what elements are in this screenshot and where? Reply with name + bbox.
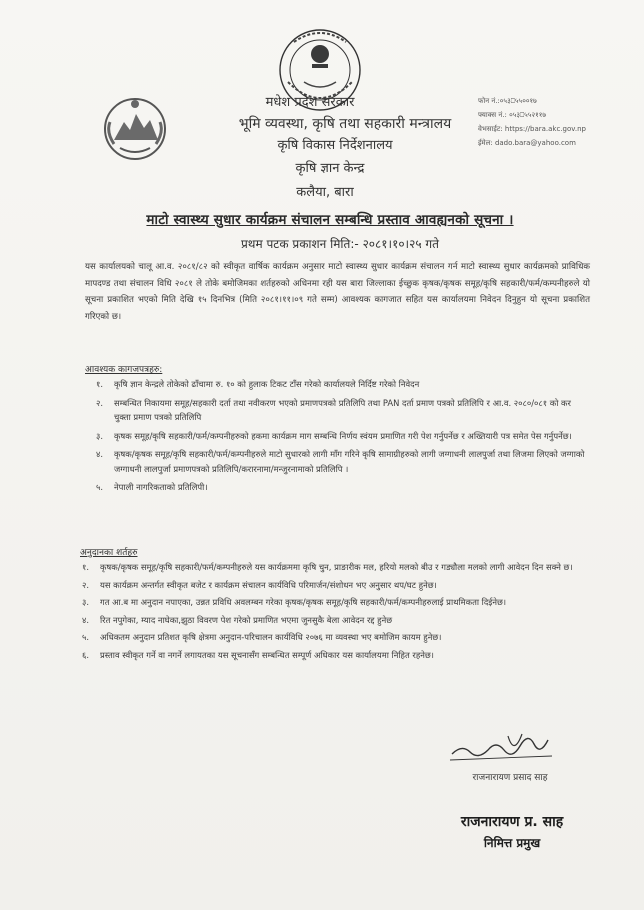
contact-website: वेभसाईट: https://bara.akc.gov.np [478, 125, 586, 133]
contact-email: ईमेल: dado.bara@yahoo.com [478, 139, 576, 147]
signature-mark [448, 726, 554, 764]
list-item: १. कृषि ज्ञान केन्द्रले तोकेको ढाँचामा रु. १० को हुलाक टिकट टाँस गरेको कार्यालयले निर्दिष्ट गरेको निवेदन [96, 379, 420, 389]
contact-phone: फोन नं.:०५३⎕५५००१७ [478, 97, 537, 105]
stamp-title: निमित्त प्रमुख [483, 836, 541, 850]
publication-date: प्रथम पटक प्रकाशन मिति:- २०८१।१०।२५ गते [240, 237, 439, 251]
signatory-name: राजनारायण प्रसाद साह [472, 773, 548, 783]
documents-heading: आवश्यक कागजपत्रहरु: [85, 365, 163, 375]
list-item: ६. प्रस्ताव स्वीकृत गर्ने वा नगर्ने लगायतका यस सूचनासँग सम्बन्धित सम्पूर्ण अधिकार यस कार्यालयमा निहित रहनेछ। [82, 649, 434, 660]
notice-body: यस कार्यालयको चालू आ.व. २०८१/८२ को स्वीकृत वार्षिक कार्यक्रम अनुसार माटो स्वास्थ्य सुधार कार्यक्रम संचालन गर्न माटो स्वास्थ्य सुधार कार्यक्रमको प्राविधिक मापदण्ड तथा संचालन विधि २०८१ ले तोके बमोजिमका शर्तहरुको अधिनमा रही यस बारा जिल्लाका ईच्छुक कृषक/कृषक समूह/कृषि सहकारी/फर्म/कम्पनीहरुले यो सूचना प्रकाशित भएको मिति देखि १५ दिनभित्र (मिति २०८१।११।०९ गते सम्म) आवश्यक कागजात सहित यस कार्यालयमा निवेदन दिनुहुन यो सूचना प्रकाशित गरिएको छ। [85, 262, 590, 322]
list-item: २. सम्बन्धित निकायमा समूह/सहकारी दर्ता तथा नवीकरण भएको प्रमाणपत्रको प्रतिलिपि तथा PAN दर्ता प्रमाण पत्रको प्रतिलिपि र आ.व. २०८०/०८१ को कर चुक्ता प्रमाण पत्रको प्रतिलिपि [96, 397, 571, 422]
list-item: ४. कृषक/कृषक समूह/कृषि सहकारी/फर्म/कम्पनीहरुले माटो सुधारको लागी माँग गरिने कृषि सामाग्रीहरुको लागी जग्गाधनी लालपुर्जा तथा लिजमा लिएको जग्गाको जग्गाधनी लालपुर्जा प्रमाणपत्रको प्रतिलिपि/करारनामा/मन्जुरनामाको प्रतिलिपि । [96, 449, 585, 474]
list-item: ५. अधिकतम अनुदान प्रतिशत कृषि क्षेत्रमा अनुदान-परिचालन कार्यविधि २०७६ मा व्यवस्था भए बमोजिम कायम हुनेछ। [82, 632, 442, 642]
notice-title: माटो स्वास्थ्य सुधार कार्यक्रम संचालन सम्बन्धि प्रस्ताव आवह्यनको सूचना । [146, 212, 514, 228]
documents-list [96, 377, 586, 499]
government-name: मधेश प्रदेश सरकार [265, 95, 355, 110]
office-location: कलैया, बारा [296, 185, 354, 200]
contact-block [478, 94, 638, 150]
list-item: ४. रित नपुगेका, म्याद नाघेका,झुठा विवरण पेश गरेको प्रमाणित भएमा जुनसुकै बेला आवेदन रद्द हुनेछ [82, 614, 393, 625]
list-item: ३. गत आ.ब मा अनुदान नपाएका, उन्नत प्रविधि अवलम्बन गरेका कृषक/कृषक समूह/कृषि सहकारी/फर्म/कम्पनीहरुलाई प्राथमिकता दिईनेछ। [82, 597, 507, 607]
conditions-list [82, 560, 592, 665]
list-item: ३. कृषक समूह/कृषि सहकारी/फर्म/कम्पनीहरुको हकमा कार्यक्रम माग सम्बन्धि निर्णय स्वंयम प्रमाणित गरी पेश गर्नुपर्नेछ र अख्तियारी पत्र समेत पेस गर्नुपर्नेछ। [96, 430, 572, 441]
stamp-name: राजनारायण प्र. साह [460, 814, 564, 830]
contact-fax: फ्याक्स नं.: ०५३⎕५५२११७ [478, 111, 547, 119]
list-item: १. कृषक/कृषक समूह/कृषि सहकारी/फर्म/कम्पनीहरुले यस कार्यक्रममा कृषि चुन, प्राङारीक मल, हरियो मलको बीउ र गड्यौला मलको लागी आवेदन दिन सक्ने छ। [82, 562, 573, 572]
list-item: ५. नेपाली नागरिकताको प्रतिलिपी। [96, 482, 208, 492]
ministry-name: भूमि व्यवस्था, कृषि तथा सहकारी मन्त्रालय [238, 116, 452, 132]
nepal-emblem-icon [100, 92, 170, 166]
conditions-heading: अनुदानका शर्तहरु [80, 548, 138, 558]
center-name: कृषि ज्ञान केन्द्र [295, 161, 365, 176]
list-item: २. यस कार्यक्रम अन्तर्गत स्वीकृत बजेट र कार्यक्रम संचालन कार्यविधि परिमार्जन/संशोधन भए अनुसार थप/घट हुनेछ। [82, 579, 437, 590]
directorate-name: कृषि विकास निर्देशनालय [277, 138, 393, 153]
